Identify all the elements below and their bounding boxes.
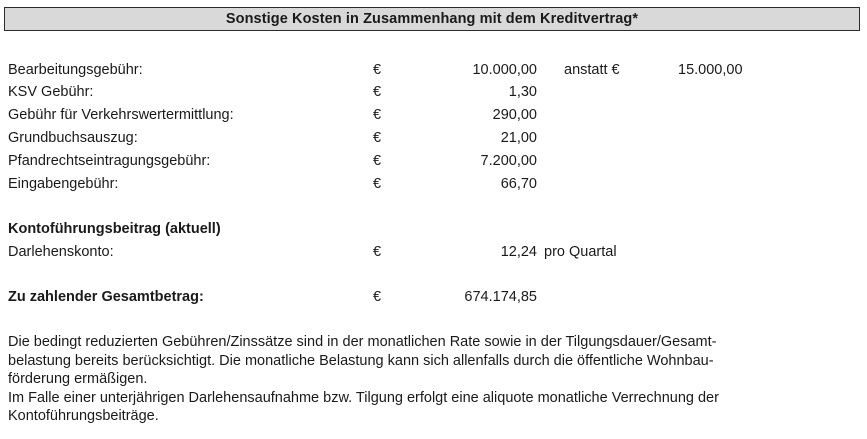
footnote-block <box>8 333 860 426</box>
fee-label: Grundbuchsauszug: <box>8 130 138 146</box>
footnote-line: förderung ermäßigen. <box>8 371 148 388</box>
fee-currency: € <box>373 130 382 146</box>
fee-row-grundbuch <box>8 128 860 148</box>
fee-comparison-label: anstatt € <box>564 62 620 78</box>
account-label: Darlehenskonto: <box>8 244 114 260</box>
account-currency: € <box>373 244 382 260</box>
fee-row-pfandrecht <box>8 151 860 171</box>
account-heading-text: Kontoführungsbeitrag (aktuell) <box>8 221 221 237</box>
total-amount: 674.174,85 <box>464 289 537 305</box>
fee-amount: 1,30 <box>508 84 537 100</box>
fee-currency: € <box>373 176 382 192</box>
fee-currency: € <box>373 84 382 100</box>
account-section-heading <box>8 219 860 239</box>
fee-row-eingabe <box>8 174 860 194</box>
fee-currency: € <box>373 62 382 78</box>
total-currency: € <box>373 289 382 305</box>
fee-currency: € <box>373 153 382 169</box>
fee-currency: € <box>373 107 382 123</box>
fee-amount: 7.200,00 <box>480 153 537 169</box>
total-label: Zu zahlender Gesamtbetrag: <box>8 289 204 305</box>
fee-amount: 21,00 <box>500 130 537 146</box>
fee-label: KSV Gebühr: <box>8 84 94 100</box>
account-amount: 12,24 <box>500 244 537 260</box>
fee-row-ksv <box>8 82 860 102</box>
footnote-line: Kontoführungsbeiträge. <box>8 408 159 425</box>
footnote-line: belastung bereits berücksichtigt. Die monatliche Belastung kann sich allenfalls durch die öffentliche Wohnbau- <box>8 352 714 369</box>
account-period: pro Quartal <box>544 244 617 260</box>
fee-amount: 10.000,00 <box>472 62 537 78</box>
fee-label: Eingabengebühr: <box>8 176 119 192</box>
fee-row-verkehrswert <box>8 105 860 125</box>
account-row <box>8 242 860 262</box>
fee-label: Bearbeitungsgebühr: <box>8 62 143 78</box>
fee-comparison-amount: 15.000,00 <box>678 62 743 78</box>
footnote-line: Die bedingt reduzierten Gebühren/Zinssätze sind in der monatlichen Rate sowie in der Tilgungsdauer/Gesamt- <box>8 334 717 350</box>
section-title: Sonstige Kosten in Zusammenhang mit dem Kreditvertrag* <box>225 11 639 27</box>
total-row <box>8 287 860 307</box>
footnote-line: Im Falle einer unterjährigen Darlehensaufnahme bzw. Tilgung erfolgt eine aliquote monatliche Verrechnung der <box>8 389 719 406</box>
fee-amount: 66,70 <box>500 176 537 192</box>
fee-amount: 290,00 <box>492 107 537 123</box>
section-header-bar <box>4 7 860 31</box>
fee-row-bearbeitungsgebuehr <box>8 60 860 80</box>
fee-label: Pfandrechtseintragungsgebühr: <box>8 153 211 169</box>
fee-label: Gebühr für Verkehrswertermittlung: <box>8 107 234 123</box>
